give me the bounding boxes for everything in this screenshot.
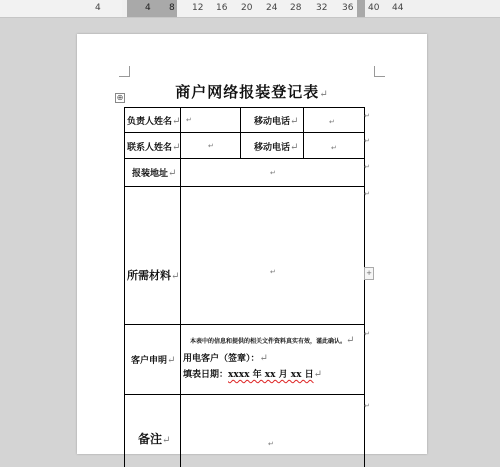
paragraph-mark: ↵ [270,268,276,276]
row-end-mark: ↵ [364,163,370,171]
install-address-label: 报装地址↵ [132,168,177,179]
declaration-text: 本表中的信息和提供的相关文件资料真实有效，谨此确认。↵ [190,335,355,346]
ruler-mark: 20 [241,3,253,13]
document-title[interactable] [77,81,427,102]
customer-signature-line: 用电客户（签章）：↵ [183,353,268,364]
document-page[interactable] [77,34,427,454]
ruler-mark: 44 [392,3,404,13]
contact-name-label: 联系人姓名↵ [127,142,181,153]
remarks-label: 备注↵ [138,432,171,446]
ruler-right-indent[interactable] [357,0,365,17]
row-end-mark: ↵ [364,402,370,410]
ruler-mark: 36 [342,3,354,13]
ruler-mark: 8 [169,3,175,13]
ruler-mark: 4 [95,3,101,13]
row-end-mark: ↵ [364,137,370,145]
paragraph-mark: ↵ [268,440,274,448]
margin-corner-top-right [374,66,385,77]
paragraph-mark: ↵ [331,144,337,152]
customer-declaration-label: 客户申明↵ [131,355,176,366]
mobile-phone-label-1: 移动电话↵ [254,116,299,127]
ruler-mark: 12 [192,3,204,13]
paragraph-mark: ↵ [270,169,276,177]
table-add-column-handle[interactable]: + [364,267,374,280]
ruler-mark: 28 [290,3,302,13]
paragraph-mark: ↵ [208,142,214,150]
paragraph-mark: ↵ [329,118,335,126]
row-end-mark: ↵ [364,330,370,338]
registration-form-table[interactable] [124,107,365,467]
mobile-phone-label-2: 移动电话↵ [254,142,299,153]
materials-label: 所需材料↵ [127,269,180,282]
responsible-name-label: 负责人姓名↵ [127,116,181,127]
table-move-handle-icon[interactable]: ⊕ [116,93,124,102]
ruler-mark: 32 [316,3,328,13]
ruler-mark: 40 [368,3,380,13]
fill-date-line: 填表日期：xxxx 年 xx 月 xx 日↵ [183,369,322,380]
ruler-mark: 16 [216,3,228,13]
row-end-mark: ↵ [364,112,370,120]
ruler-margin-left [0,0,122,17]
ruler-mark: 4 [145,3,151,13]
horizontal-ruler[interactable] [0,0,500,18]
ruler-mark: 24 [266,3,278,13]
paragraph-mark: ↵ [319,89,329,100]
margin-corner-top-left [119,66,130,77]
paragraph-mark: ↵ [186,116,192,124]
row-end-mark: ↵ [364,190,370,198]
document-title-text: 商户网络报装登记表 [175,83,320,101]
